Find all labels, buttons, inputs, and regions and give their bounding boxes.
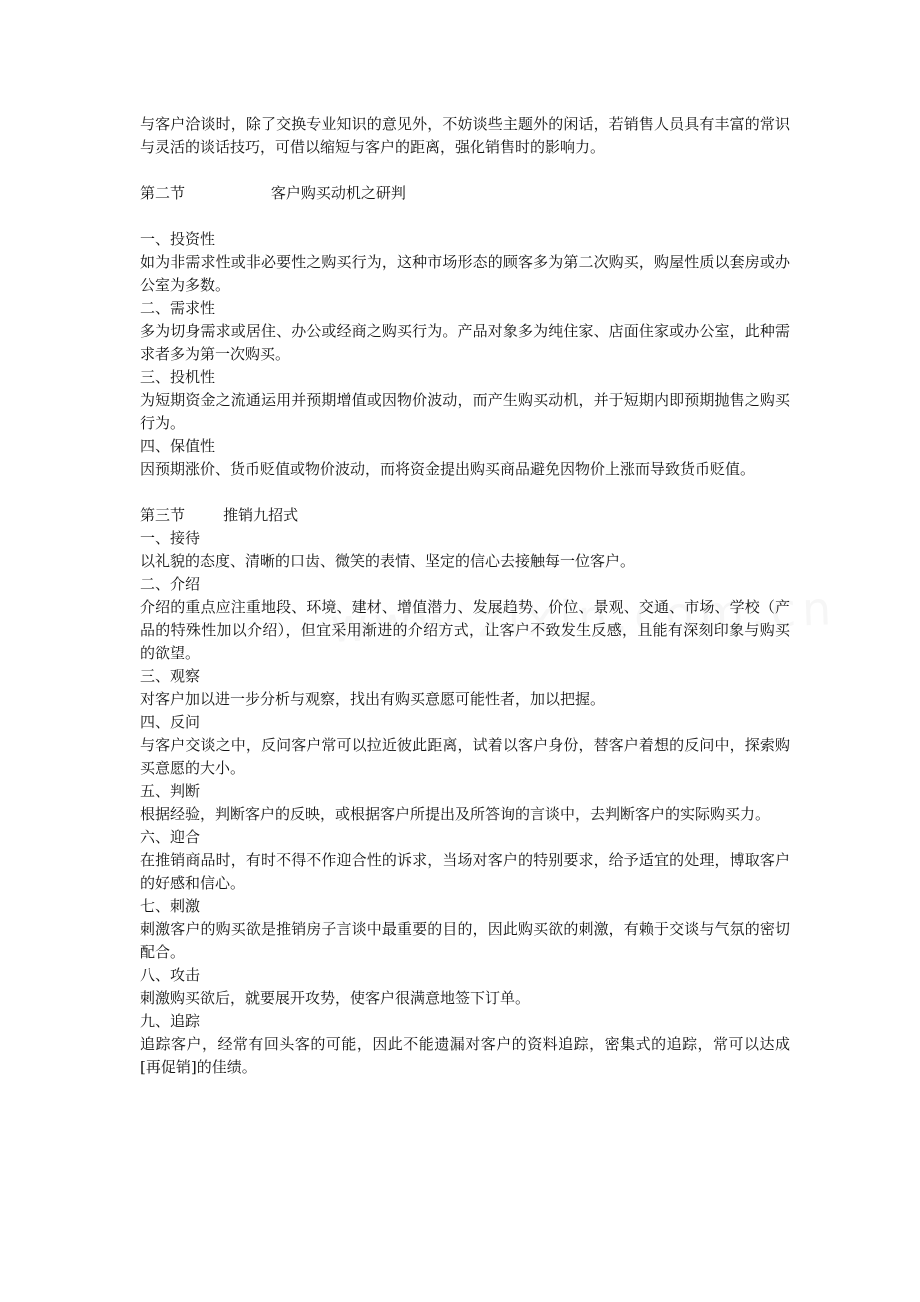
section-2-title: 第二节 客户购买动机之研判	[140, 184, 406, 202]
s3-body-3: 对客户加以进一步分析与观察，找出有购买意愿可能性者，加以把握。	[140, 690, 606, 708]
s3-heading-3: 三、观察	[140, 667, 201, 685]
intro-paragraph: 与客户洽谈时，除了交换专业知识的意见外，不妨谈些主题外的闲话，若销售人员具有丰富的常识与灵活的谈话技巧，可借以缩短与客户的距离，强化销售时的影响力。	[140, 115, 790, 156]
s3-body-2: 介绍的重点应注重地段、环境、建材、增值潜力、发展趋势、价位、景观、交通、市场、学校（产品的特殊性加以介绍），但宜采用渐进的介绍方式，让客户不致发生反感，且能有深刻印象与购买的欲望。	[140, 598, 790, 662]
s3-heading-6: 六、迎合	[140, 828, 201, 846]
s2-heading-1: 一、投资性	[140, 230, 216, 248]
s3-body-6: 在推销商品时，有时不得不作迎合性的诉求，当场对客户的特别要求，给予适宜的处理，博取客户的好感和信心。	[140, 851, 790, 892]
s3-body-4: 与客户交谈之中，反问客户常可以拉近彼此距离，试着以客户身份，替客户着想的反问中，探索购买意愿的大小。	[140, 736, 790, 777]
s2-body-3: 为短期资金之流通运用并预期增值或因物价波动，而产生购买动机，并于短期内即预期抛售之购买行为。	[140, 391, 790, 432]
s3-body-1: 以礼貌的态度、清晰的口齿、微笑的表情、坚定的信心去接触每一位客户。	[140, 552, 636, 570]
s2-body-2: 多为切身需求或居住、办公或经商之购买行为。产品对象多为纯住家、店面住家或办公室，此种需求者多为第一次购买。	[140, 322, 790, 363]
s3-body-9: 追踪客户，经常有回头客的可能，因此不能遗漏对客户的资料追踪，密集式的追踪，常可以达成[再促销]的佳绩。	[140, 1035, 790, 1076]
section-3-title: 第三节 推销九招式	[140, 506, 299, 524]
s2-heading-2: 二、需求性	[140, 299, 216, 317]
s3-heading-7: 七、刺激	[140, 897, 201, 915]
s2-body-4: 因预期涨价、货币贬值或物价波动，而将资金提出购买商品避免因物价上涨而导致货币贬值。	[140, 460, 756, 478]
s3-heading-9: 九、追踪	[140, 1012, 201, 1030]
s2-body-1: 如为非需求性或非必要性之购买行为，这种市场形态的顾客多为第二次购买，购屋性质以套房或办公室为多数。	[140, 253, 790, 294]
s3-heading-4: 四、反问	[140, 713, 201, 731]
s2-heading-3: 三、投机性	[140, 368, 216, 386]
s3-heading-1: 一、接待	[140, 529, 201, 547]
s3-heading-2: 二、介绍	[140, 575, 201, 593]
s3-heading-5: 五、判断	[140, 782, 201, 800]
s2-heading-4: 四、保值性	[140, 437, 216, 455]
document-content	[140, 113, 790, 1079]
s3-heading-8: 八、攻击	[140, 966, 201, 984]
s3-body-7: 刺激客户的购买欲是推销房子言谈中最重要的目的，因此购买欲的刺激，有赖于交谈与气氛的密切配合。	[140, 920, 790, 961]
s3-body-5: 根据经验，判断客户的反映，或根据客户所提出及所答询的言谈中，去判断客户的实际购买力。	[140, 805, 771, 823]
s3-body-8: 刺激购买欲后，就要展开攻势，使客户很满意地签下订单。	[140, 989, 531, 1007]
